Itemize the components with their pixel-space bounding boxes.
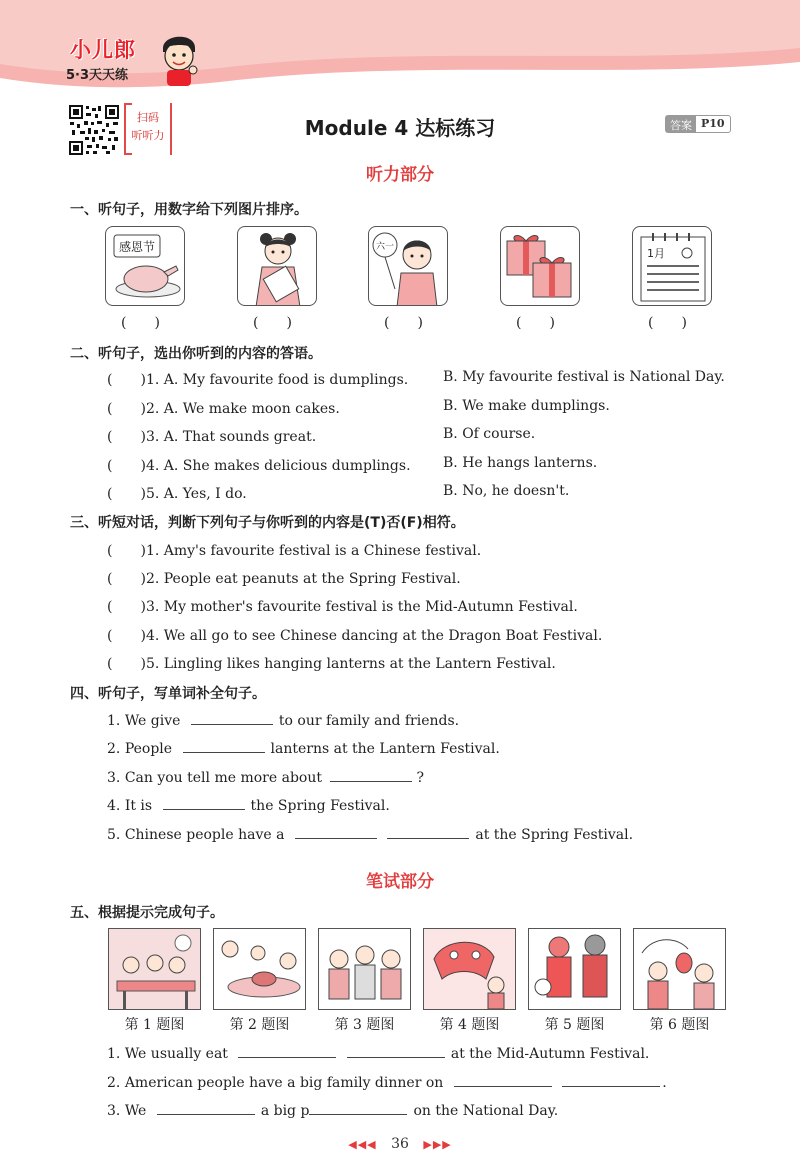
answer-blank[interactable] <box>295 825 377 839</box>
picture-order-bracket[interactable]: ( ) <box>121 315 160 331</box>
answer-blank[interactable] <box>157 1101 255 1115</box>
balloon-text: 六一 <box>375 242 395 252</box>
question-picture-6 <box>633 928 726 1010</box>
brand-name: 小儿郎 <box>70 38 136 62</box>
gift-boxes-icon <box>501 227 580 306</box>
picture-caption: 第 4 题图 <box>439 1017 500 1033</box>
list-item: ( )1. A. My favourite food is dumplings. <box>107 372 409 388</box>
list-item: 5. Chinese people have a at the Spring Festival. <box>107 827 634 843</box>
list-item: ( )4. We all go to see Chinese dancing at the Dragon Boat Festival. <box>107 628 603 644</box>
option-b: B. We make dumplings. <box>443 398 610 414</box>
section2-heading: 二、听句子，选出你听到的内容的答语。 <box>70 346 322 362</box>
list-item: 2. People lanterns at the Lantern Festival. <box>107 741 500 757</box>
thanksgiving-turkey-icon <box>106 227 185 306</box>
tf-bracket[interactable]: ( ) <box>107 628 146 644</box>
answer-blank[interactable] <box>387 825 469 839</box>
list-item: 4. It is the Spring Festival. <box>107 798 390 814</box>
scan-to-listen-label: 扫码 听听力 <box>124 103 172 155</box>
picture-caption: 第 2 题图 <box>229 1017 290 1033</box>
brand-series: 5·3天天练 <box>66 68 129 83</box>
option-b: B. My favourite festival is National Day. <box>443 369 725 385</box>
list-item: 1. We usually eat at the Mid-Autumn Festival. <box>107 1046 650 1062</box>
list-item: 1. We give to our family and friends. <box>107 713 460 729</box>
question-picture-4 <box>423 928 516 1010</box>
section3-heading: 三、听短对话，判断下列句子与你听到的内容是(T)否(F)相符。 <box>70 515 465 531</box>
friends-icon <box>319 929 411 1010</box>
writing-part-heading: 笔试部分 <box>366 872 434 892</box>
list-item: ( )3. My mother's favourite festival is the Mid-Autumn Festival. <box>107 599 578 615</box>
list-item: ( )2. People eat peanuts at the Spring Festival. <box>107 571 461 587</box>
picture-caption: 第 5 题图 <box>544 1017 605 1033</box>
section5-heading: 五、根据提示完成句子。 <box>70 905 224 921</box>
lion-dance-icon <box>424 929 516 1010</box>
family-dinner-icon <box>214 929 306 1010</box>
gift-boxes-picture <box>500 226 580 306</box>
list-item: 3. We a big p on the National Day. <box>107 1103 559 1119</box>
right-arrows-icon: ▶▶▶ <box>423 1138 452 1151</box>
thanksgiving-turkey-picture <box>105 226 185 306</box>
boy-with-balloon-picture <box>368 226 448 306</box>
question-picture-2 <box>213 928 306 1010</box>
answer-blank[interactable] <box>309 1101 407 1115</box>
answer-blank[interactable] <box>238 1044 336 1058</box>
turkey-sign-text: 感恩节 <box>118 240 156 254</box>
option-b: B. He hangs lanterns. <box>443 455 598 471</box>
list-item: 3. Can you tell me more about ? <box>107 770 424 786</box>
answer-blank[interactable] <box>347 1044 445 1058</box>
list-item: ( )2. A. We make moon cakes. <box>107 401 340 417</box>
option-b: B. No, he doesn't. <box>443 483 570 499</box>
answer-blank[interactable] <box>454 1073 552 1087</box>
answer-blank[interactable] <box>183 739 265 753</box>
question-picture-1 <box>108 928 201 1010</box>
boy-with-balloon-icon <box>369 227 448 306</box>
answer-badge[interactable] <box>665 115 731 133</box>
picture-order-bracket[interactable]: ( ) <box>516 315 555 331</box>
calendar-icon <box>633 227 712 306</box>
answer-blank[interactable] <box>562 1073 660 1087</box>
list-item: ( )3. A. That sounds great. <box>107 429 317 445</box>
answer-blank[interactable] <box>191 711 273 725</box>
question-picture-5 <box>528 928 621 1010</box>
picture-order-bracket[interactable]: ( ) <box>648 315 687 331</box>
section4-heading: 四、听句子，写单词补全句子。 <box>70 686 266 702</box>
list-item: ( )4. A. She makes delicious dumplings. <box>107 458 411 474</box>
picture-order-bracket[interactable]: ( ) <box>384 315 423 331</box>
list-item: ( )5. Lingling likes hanging lanterns at the Lantern Festival. <box>107 656 556 672</box>
calendar-picture <box>632 226 712 306</box>
girl-with-banner-picture <box>237 226 317 306</box>
answer-label: 答案 <box>666 116 696 132</box>
calendar-month-text: 1月 <box>647 247 665 260</box>
mascot-icon <box>157 30 201 86</box>
listening-part-heading: 听力部分 <box>366 165 434 185</box>
option-b: B. Of course. <box>443 426 536 442</box>
list-item: ( )1. Amy's favourite festival is a Chinese festival. <box>107 543 482 559</box>
list-item: 2. American people have a big family dinner on . <box>107 1075 667 1091</box>
answer-bracket[interactable]: ( ) <box>107 429 146 445</box>
page-number: ◀◀◀ 36 ▶▶▶ <box>348 1136 452 1152</box>
tf-bracket[interactable]: ( ) <box>107 599 146 615</box>
tf-bracket[interactable]: ( ) <box>107 571 146 587</box>
answer-blank[interactable] <box>163 796 245 810</box>
mid-autumn-dinner-icon <box>109 929 201 1010</box>
left-arrows-icon: ◀◀◀ <box>348 1138 377 1151</box>
halloween-costume-icon <box>529 929 621 1010</box>
answer-bracket[interactable]: ( ) <box>107 372 146 388</box>
answer-bracket[interactable]: ( ) <box>107 458 146 474</box>
picture-order-bracket[interactable]: ( ) <box>253 315 292 331</box>
tf-bracket[interactable]: ( ) <box>107 656 146 672</box>
girl-with-banner-icon <box>238 227 317 306</box>
page-title: Module 4 达标练习 <box>304 116 496 140</box>
lantern-festival-icon <box>634 929 726 1010</box>
answer-bracket[interactable]: ( ) <box>107 401 146 417</box>
answer-bracket[interactable]: ( ) <box>107 486 146 502</box>
answer-blank[interactable] <box>330 768 412 782</box>
answer-page: P10 <box>701 117 725 130</box>
picture-caption: 第 3 题图 <box>334 1017 395 1033</box>
brand-logo <box>62 30 202 90</box>
list-item: ( )5. A. Yes, I do. <box>107 486 247 502</box>
section1-heading: 一、听句子，用数字给下列图片排序。 <box>70 202 308 218</box>
picture-caption: 第 6 题图 <box>649 1017 710 1033</box>
question-picture-3 <box>318 928 411 1010</box>
tf-bracket[interactable]: ( ) <box>107 543 146 559</box>
picture-caption: 第 1 题图 <box>124 1017 185 1033</box>
